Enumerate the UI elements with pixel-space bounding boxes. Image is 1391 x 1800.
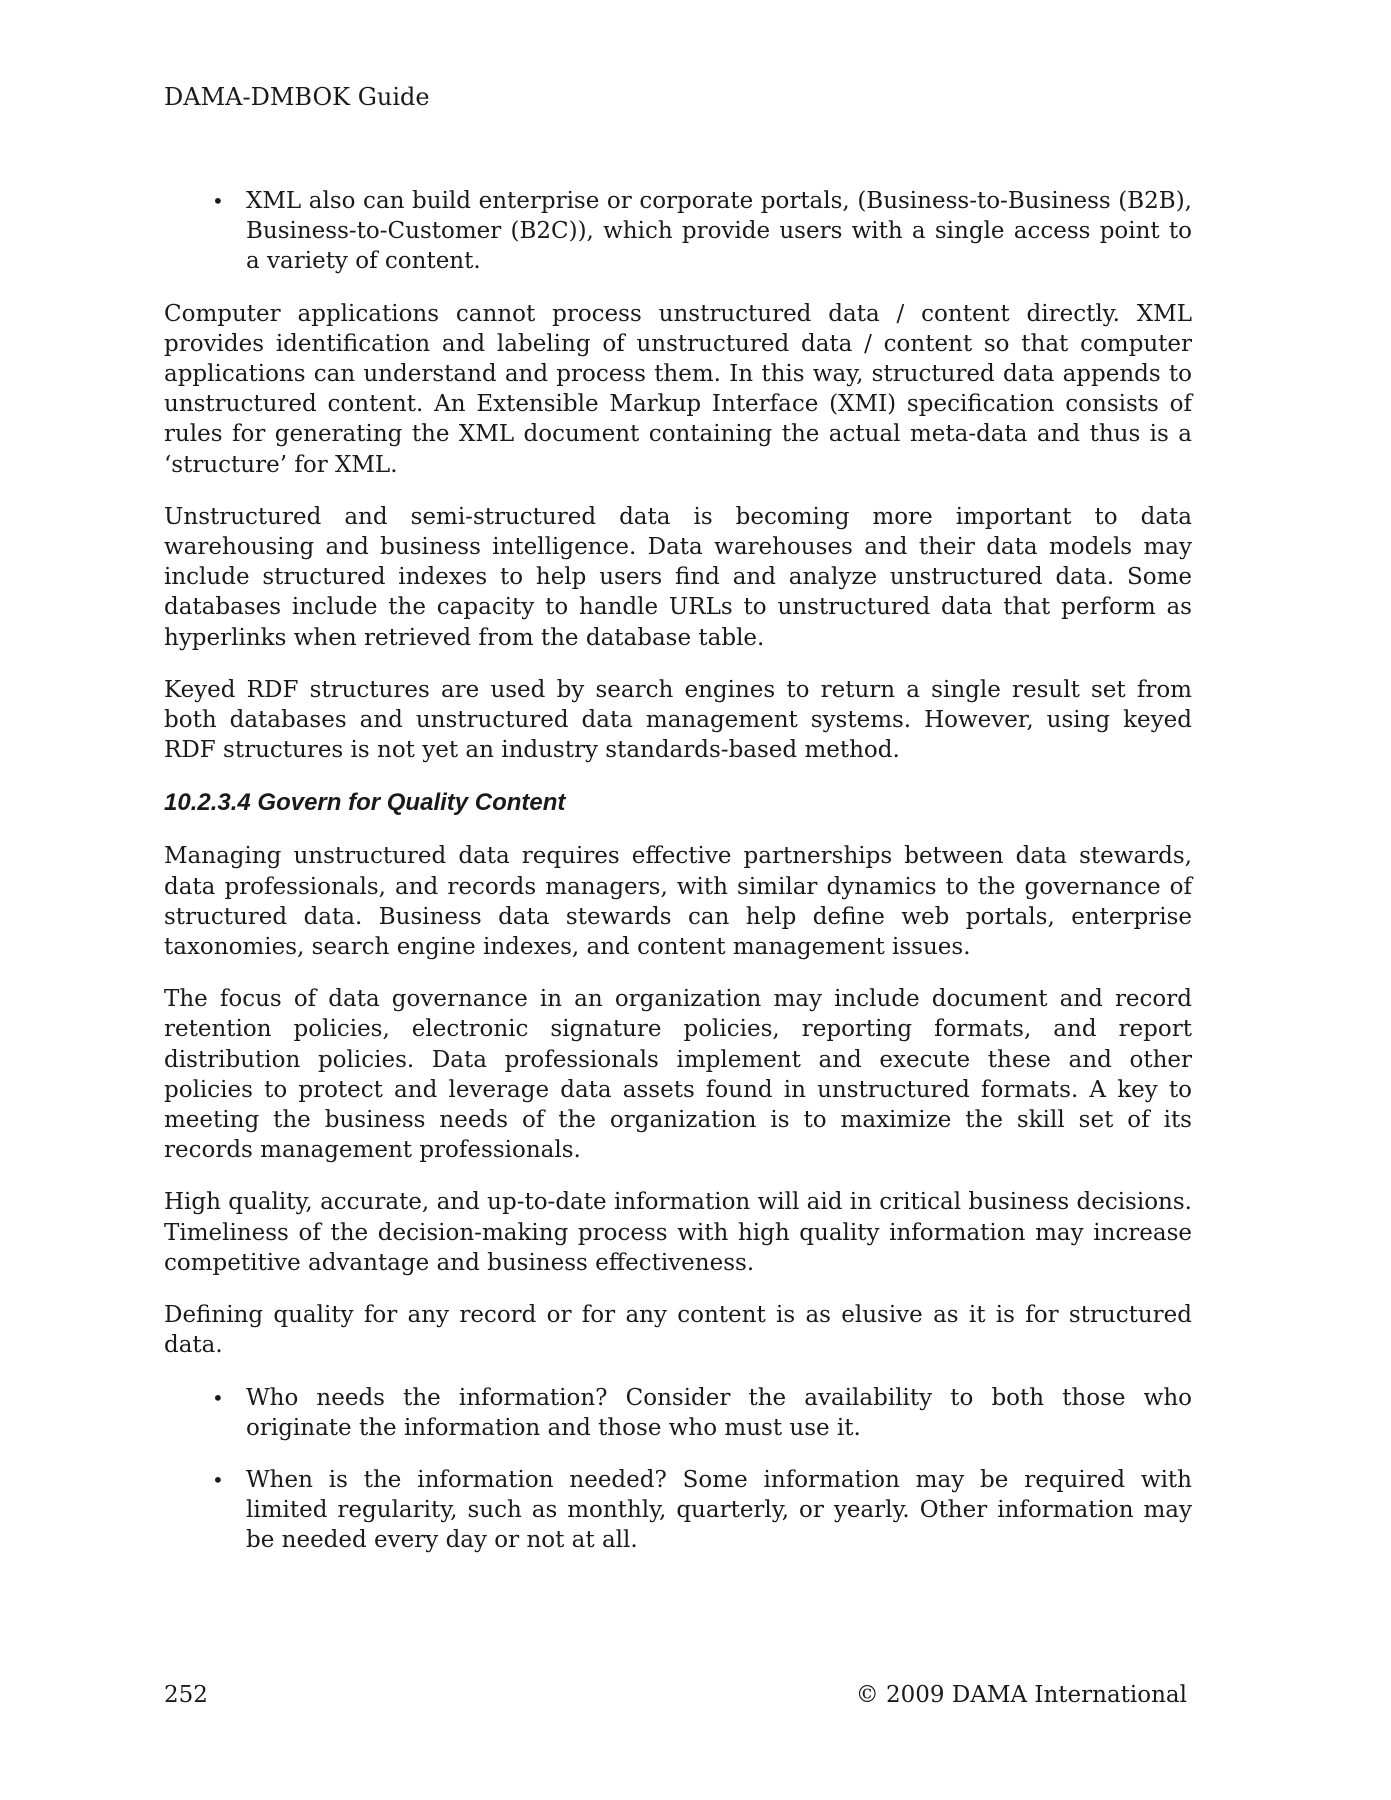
bullet-item [164,1383,1192,1443]
bullet-list-top [164,186,1192,277]
paragraph-defining-quality: Defining quality for any record or for any content is as elusive as it is for structured data. [164,1302,1192,1359]
paragraph-governance-focus: The focus of data governance in an organization may include document and record retention policies, electronic signature policies, reporting formats, and report distribution policies. Data professionals implement and execute these and other policies to protect and leverage data assets found in unstructured formats. A key to meeting the business needs of the organization is to maximize the skill set of its records management professionals. [164,986,1192,1164]
copyright-notice: © 2009 DAMA International [855,1682,1187,1708]
section-heading: 10.2.3.4 Govern for Quality Content [164,789,566,817]
running-header: DAMA-DMBOK Guide [164,83,430,111]
bullet-list-bottom [164,1383,1192,1556]
paragraph-xml-processing: Computer applications cannot process unstructured data / content directly. XML provides identification and labeling of unstructured data / content so that computer applications can understand and process them. In this way, structured data appends to unstructured content. An Extensible Markup Interface (XMI) specification consists of rules for generating the XML document containing the actual meta-data and thus is a ‘structure’ for XML. [164,300,1192,478]
bullet-text: When is the information needed? Some information may be required with limited regularity, such as monthly, quarterly, or yearly. Other information may be needed every day or not at all. [246,1466,1192,1554]
paragraph-high-quality: High quality, accurate, and up-to-date information will aid in critical business decisions. Timeliness of the decision-making process with high quality information may increase competitive advantage and business effectiveness. [164,1189,1192,1276]
paragraph-partnerships: Managing unstructured data requires effective partnerships between data stewards, data professionals, and records managers, with similar dynamics to the governance of structured data. Business data stewards can help define web portals, enterprise taxonomies, search engine indexes, and content management issues. [164,843,1192,961]
page-body [164,186,1192,1578]
bullet-item [164,1465,1192,1556]
bullet-icon: • [212,1385,224,1410]
bullet-text: XML also can build enterprise or corporate portals, (Business-to-Business (B2B), Business-to-Customer (B2C)), which provide users with a single access point to a variety of content. [246,188,1192,275]
bullet-icon: • [212,1467,224,1492]
page-number: 252 [164,1682,208,1708]
paragraph-warehousing: Unstructured and semi-structured data is becoming more important to data warehousing and business intelligence. Data warehouses and their data models may include structured indexes to help users find and analyze unstructured data. Some databases include the capacity to handle URLs to unstructured data that perform as hyperlinks when retrieved from the database table. [164,503,1192,651]
bullet-icon: • [212,189,224,213]
paragraph-keyed-rdf: Keyed RDF structures are used by search engines to return a single result set from both databases and unstructured data management systems. However, using keyed RDF structures is not yet an industry standards-based method. [164,676,1192,764]
bullet-item [164,186,1192,277]
bullet-text: Who needs the information? Consider the availability to both those who originate the information and those who must use it. [246,1384,1192,1441]
